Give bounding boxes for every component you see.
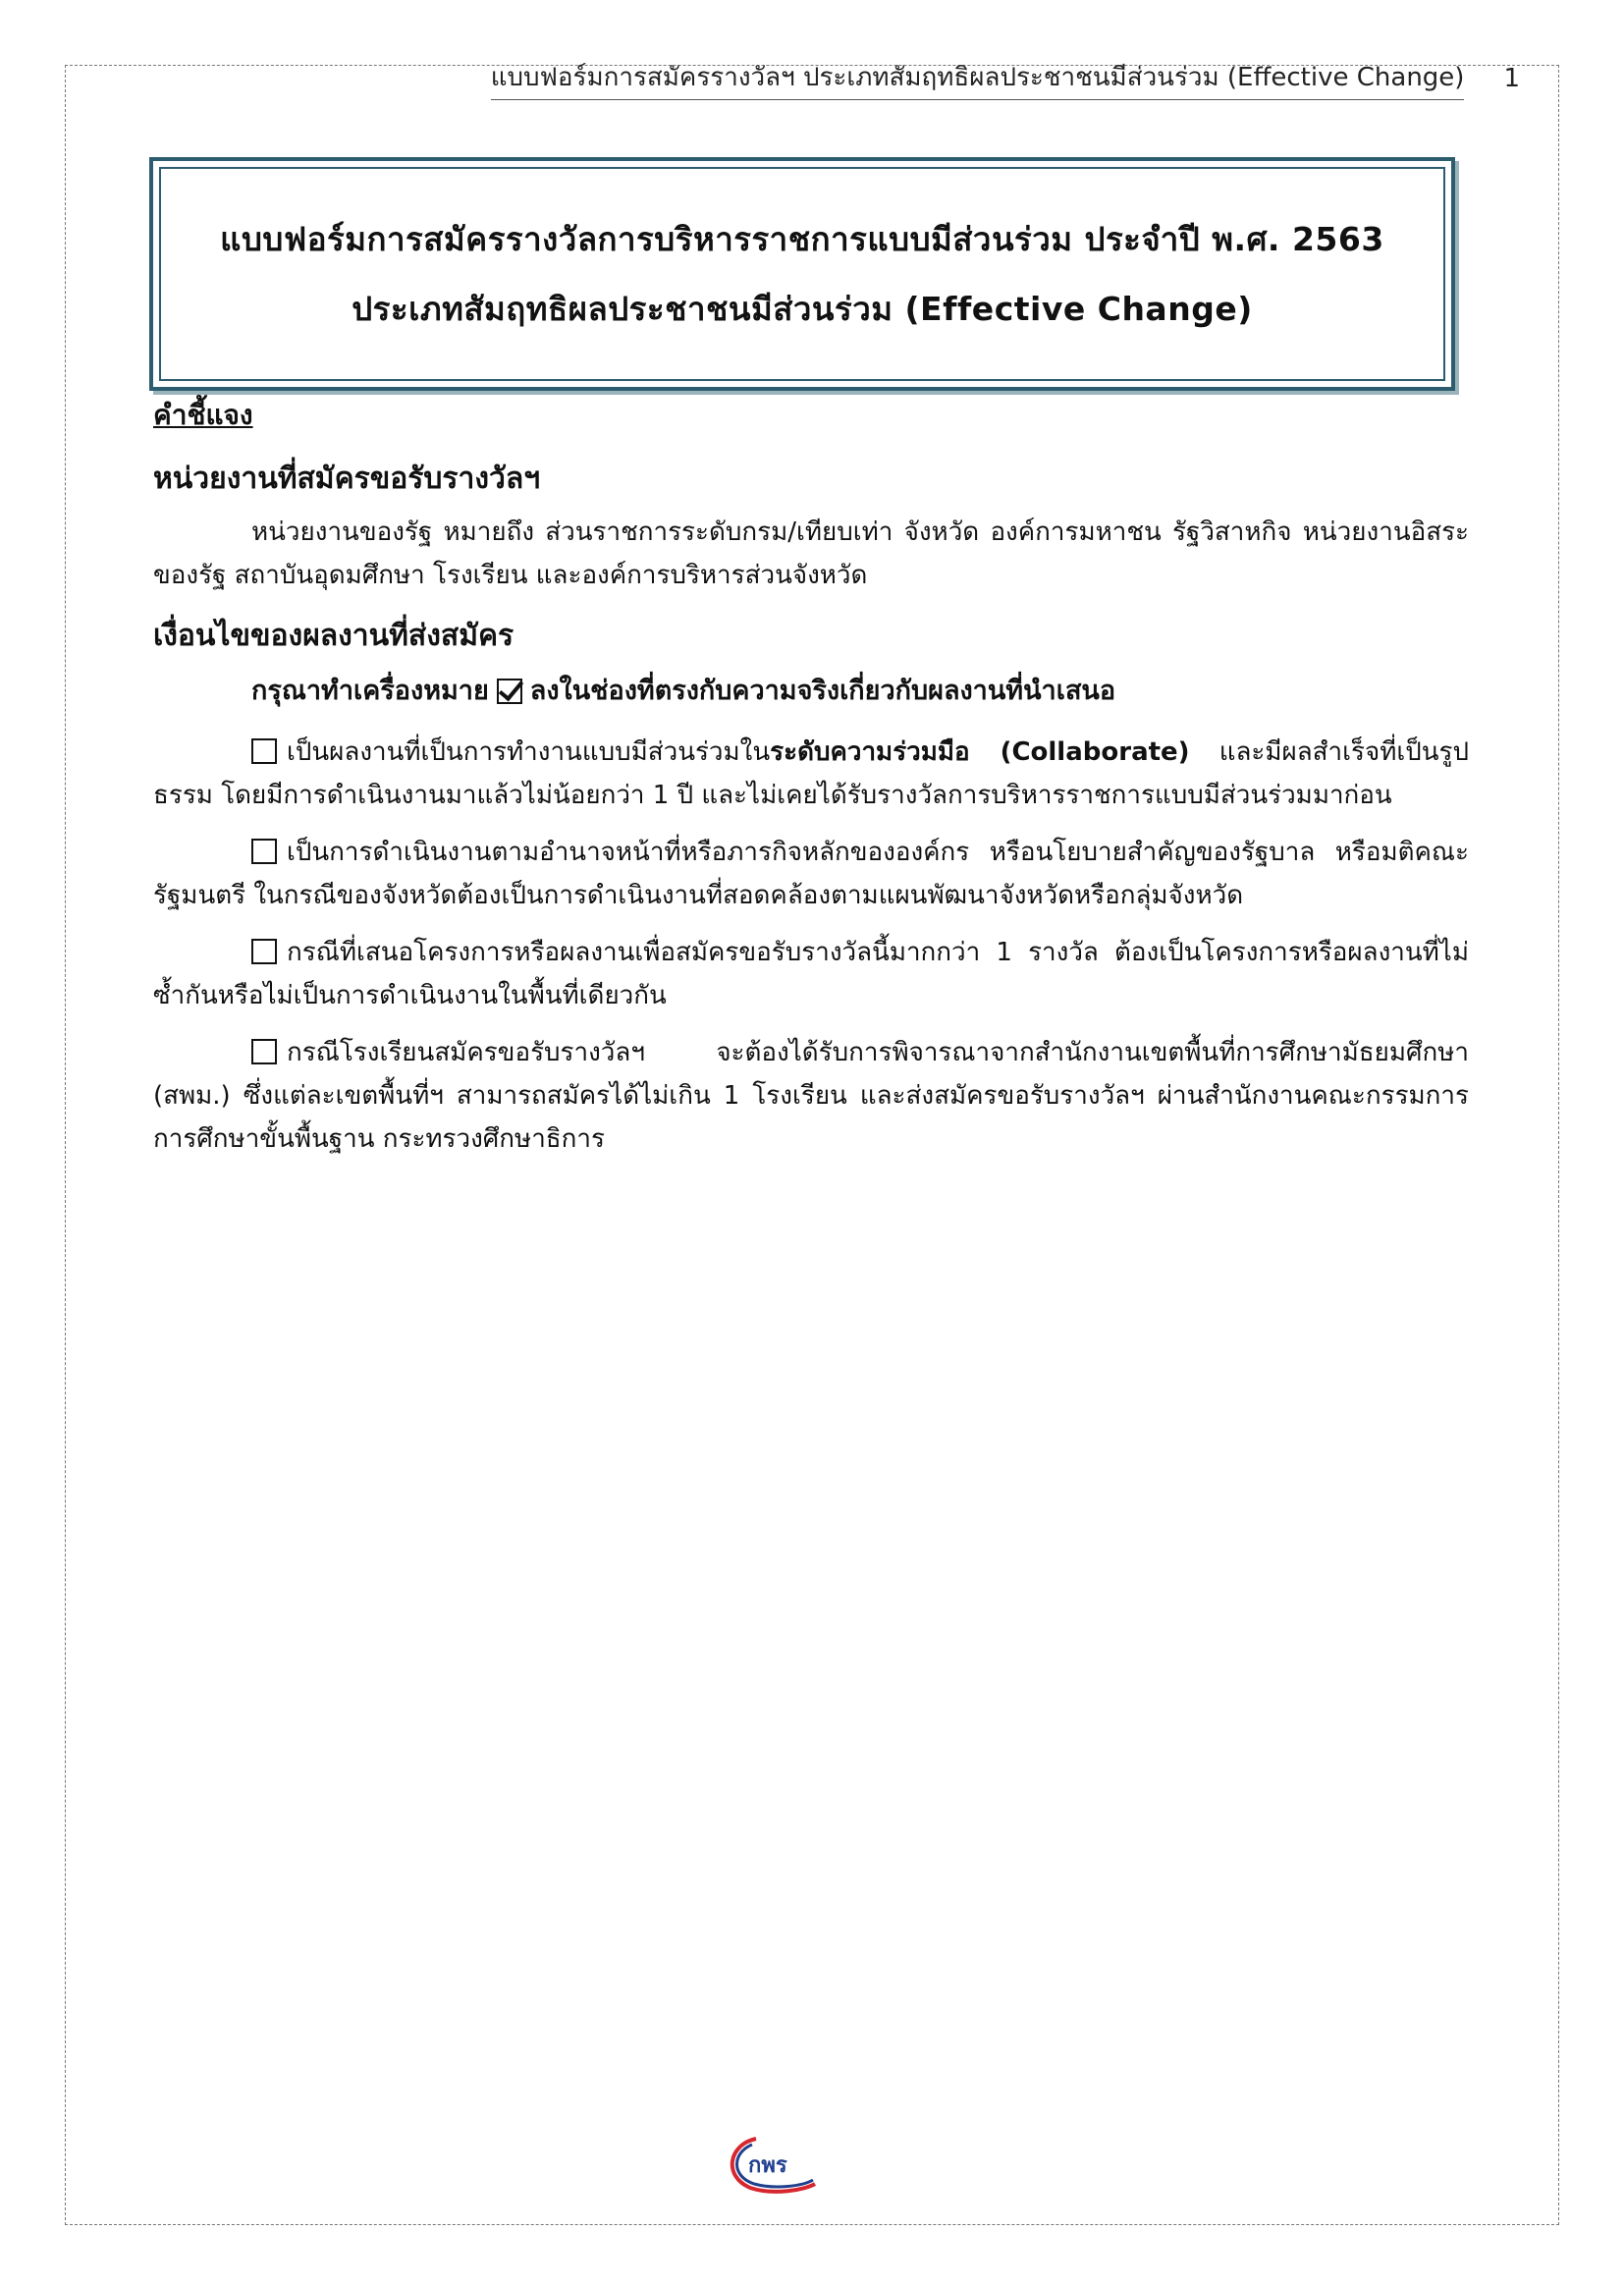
page-number: 1: [1503, 64, 1520, 93]
checkbox-icon[interactable]: [251, 738, 277, 764]
title-inner: [159, 167, 1445, 381]
condition-item-3: [153, 931, 1469, 1017]
condition-3-text: กรณีที่เสนอโครงการหรือผลงานเพื่อสมัครขอรับรางวัลนี้มากกว่า 1 รางวัล ต้องเป็นโครงการหรือผลงานที่ไม่ซ้ำกันหรือไม่เป็นการดำเนินงานในพื้นที่เดียวกัน: [153, 938, 1469, 1010]
title-line-1: แบบฟอร์มการสมัครรางวัลการบริหารราชการแบบมีส่วนร่วม ประจำปี พ.ศ. 2563: [220, 220, 1384, 258]
running-title: แบบฟอร์มการสมัครรางวัลฯ ประเภทสัมฤทธิผลประชาชนมีส่วนร่วม (Effective Change): [491, 57, 1465, 100]
document-body: [153, 391, 1469, 1174]
condition-1-text-after: และมีผลสำเร็จที่เป็นรูปธรรม โดยมีการดำเนินงานมาแล้วไม่น้อยกว่า 1 ปี และไม่เคยได้รับรางวัลการบริหารราชการแบบมีส่วนร่วมมาก่อน: [153, 737, 1469, 810]
opdc-logo-icon: [717, 2131, 825, 2200]
agency-description: หน่วยงานของรัฐ หมายถึง ส่วนราชการระดับกรม/เทียบเท่า จังหวัด องค์การมหาชน รัฐวิสาหกิจ หน่วยงานอิสระของรัฐ สถาบันอุดมศึกษา โรงเรียน และองค์การบริหารส่วนจังหวัด: [153, 517, 1469, 590]
condition-item-2: [153, 831, 1469, 917]
conditions-heading: เงื่อนไขของผลงานที่ส่งสมัคร: [153, 619, 514, 653]
condition-1-bold: ระดับความร่วมมือ (Collaborate): [770, 737, 1190, 767]
running-header: [295, 59, 1520, 98]
condition-4-text: กรณีโรงเรียนสมัครขอรับรางวัลฯ จะต้องได้รับการพิจารณาจากสำนักงานเขตพื้นที่การศึกษามัธยมศึกษา (สพม.) ซึ่งแต่ละเขตพื้นที่ฯ สามารถสมัครได้ไม่เกิน 1 โรงเรียน และส่งสมัครขอรับรางวัลฯ ผ่านสำนักงานคณะกรรมการการศึกษาขั้นพื้นฐาน กระทรวงศึกษาธิการ: [153, 1038, 1469, 1154]
condition-item-1: [153, 731, 1469, 817]
title-box: [149, 157, 1455, 391]
checkbox-icon[interactable]: [251, 1039, 277, 1064]
checkbox-icon[interactable]: [251, 939, 277, 964]
condition-2-text: เป็นการดำเนินงานตามอำนาจหน้าที่หรือภารกิจหลักขององค์กร หรือนโยบายสำคัญของรัฐบาล หรือมติคณะรัฐมนตรี ในกรณีของจังหวัดต้องเป็นการดำเนินงานที่สอดคล้องตามแผนพัฒนาจังหวัดหรือกลุ่มจังหวัด: [153, 838, 1469, 910]
checkbox-icon[interactable]: [251, 839, 277, 864]
instructions-heading: คำชี้แจง: [153, 399, 253, 431]
checked-box-icon: [497, 679, 522, 704]
condition-1-text: เป็นผลงานที่เป็นการทำงานแบบมีส่วนร่วมใน: [287, 737, 771, 767]
logo-text: กพร: [748, 2153, 787, 2178]
title-line-2: ประเภทสัมฤทธิผลประชาชนมีส่วนร่วม (Effective Change): [352, 290, 1253, 328]
checkbox-instruction: [153, 670, 1469, 713]
instruction-text-after: ลงในช่องที่ตรงกับความจริงเกี่ยวกับผลงานที่นำเสนอ: [529, 676, 1116, 706]
condition-item-4: [153, 1031, 1469, 1161]
instruction-text-before: กรุณาทำเครื่องหมาย: [251, 676, 489, 706]
agency-heading: หน่วยงานที่สมัครขอรับรางวัลฯ: [153, 462, 541, 496]
